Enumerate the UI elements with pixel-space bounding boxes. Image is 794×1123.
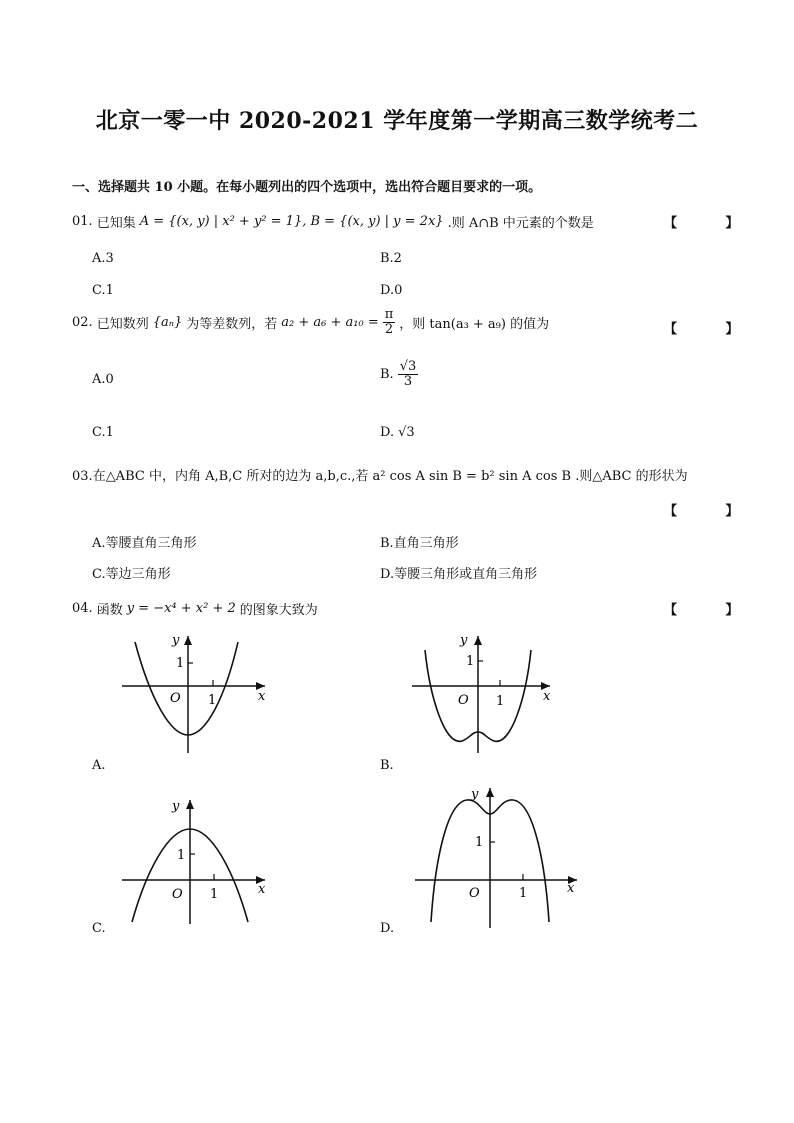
answer-bracket[interactable]: 【 】	[664, 603, 761, 618]
question-stem: 的图象大致为	[239, 603, 318, 618]
answer-bracket[interactable]: 【 】	[664, 322, 761, 337]
option-b	[380, 360, 418, 389]
question-stem: .则 A∩B 中元素的个数是	[447, 216, 594, 231]
graph-label-c: C.	[92, 921, 106, 936]
origin-label: O	[458, 693, 469, 708]
option-a: A.3	[92, 251, 114, 266]
x-axis-label: x	[258, 689, 266, 704]
fraction-numerator: √3	[399, 359, 417, 374]
question-number: 03.	[72, 469, 93, 484]
question-number: 01.	[72, 214, 93, 229]
x-tick-label: 1	[519, 886, 528, 901]
y-axis-label: y	[460, 633, 468, 648]
question-number: 04.	[72, 601, 93, 616]
page-title: 北京一零一中 2020-2021 学年度第一学期高三数学统考二	[95, 108, 699, 134]
question-stem: 已知数列	[96, 317, 149, 332]
answer-bracket[interactable]: 【 】	[664, 504, 761, 519]
fraction-numerator: π	[384, 307, 394, 322]
y-axis-arrow	[184, 636, 192, 645]
graph-label-d: D.	[380, 921, 395, 936]
x-tick-label: 1	[208, 693, 217, 708]
option-d: D.等腰三角形或直角三角形	[380, 567, 538, 582]
math-expression: A = {(x, y) | x² + y² = 1}, B = {(x, y) | y = 2x}	[139, 214, 444, 229]
origin-label: O	[170, 691, 181, 706]
graph-option-c	[110, 792, 280, 927]
x-axis-label: x	[258, 882, 266, 897]
x-tick-label: 1	[210, 887, 219, 902]
y-axis-label: y	[172, 633, 180, 648]
y-axis-arrow	[474, 636, 482, 645]
math-expression: a₂ + a₆ + a₁₀ =	[281, 315, 379, 330]
question-3	[72, 465, 688, 484]
y-tick-label: 1	[466, 654, 475, 669]
x-axis-label: x	[567, 881, 575, 896]
question-stem: 在△ABC 中，内角 A,B,C 所对的边为 a,b,c.,若 a² cos A sin B = b² sin A cos B .则△ABC 的形状为	[92, 469, 688, 484]
fraction-denominator: 3	[403, 374, 413, 389]
option-d	[380, 425, 415, 440]
question-stem: 函数	[96, 603, 123, 618]
option-b: B.2	[380, 251, 402, 266]
y-tick-label: 1	[177, 848, 186, 863]
graph-option-b	[400, 628, 570, 758]
function-curve	[135, 642, 238, 735]
sequence-notation: {aₙ}	[152, 315, 183, 330]
fraction	[398, 360, 419, 389]
origin-label: O	[469, 886, 480, 901]
option-c: C.1	[92, 425, 114, 440]
y-axis-arrow	[186, 800, 194, 809]
question-stem: 为等差数列，若	[186, 317, 278, 332]
y-tick-label: 1	[176, 656, 185, 671]
y-axis-arrow	[486, 788, 494, 797]
y-axis-label: y	[471, 787, 479, 802]
question-4	[72, 599, 318, 618]
answer-bracket[interactable]: 【 】	[664, 216, 761, 231]
fraction	[383, 308, 396, 337]
graph-label-b: B.	[380, 758, 394, 773]
option-c: C.1	[92, 283, 114, 298]
question-number: 02.	[72, 315, 93, 330]
x-tick-label: 1	[496, 694, 505, 709]
y-tick-label: 1	[475, 835, 484, 850]
graph-option-d	[405, 780, 585, 930]
fraction-denominator: 2	[384, 322, 394, 337]
origin-label: O	[172, 887, 183, 902]
option-a: A.等腰直角三角形	[92, 536, 197, 551]
option-label: D.	[380, 425, 395, 440]
option-label: B.	[380, 367, 394, 382]
option-value: √3	[398, 425, 415, 440]
option-c: C.等边三角形	[92, 567, 171, 582]
section-heading: 一、选择题共 10 小题。在每小题列出的四个选项中，选出符合题目要求的一项。	[72, 180, 542, 195]
question-1	[72, 212, 594, 231]
question-stem: 已知集	[96, 216, 136, 231]
question-stem: ，则 tan(a₃ + a₉) 的值为	[399, 317, 550, 332]
x-axis-label: x	[543, 689, 551, 704]
math-expression: y = −x⁴ + x² + 2	[126, 601, 236, 616]
graph-label-a: A.	[92, 758, 106, 773]
option-b: B.直角三角形	[380, 536, 459, 551]
graph-option-a	[110, 628, 280, 758]
y-axis-label: y	[172, 799, 180, 814]
question-2	[72, 308, 549, 337]
option-d: D.0	[380, 283, 403, 298]
option-a: A.0	[92, 372, 114, 387]
